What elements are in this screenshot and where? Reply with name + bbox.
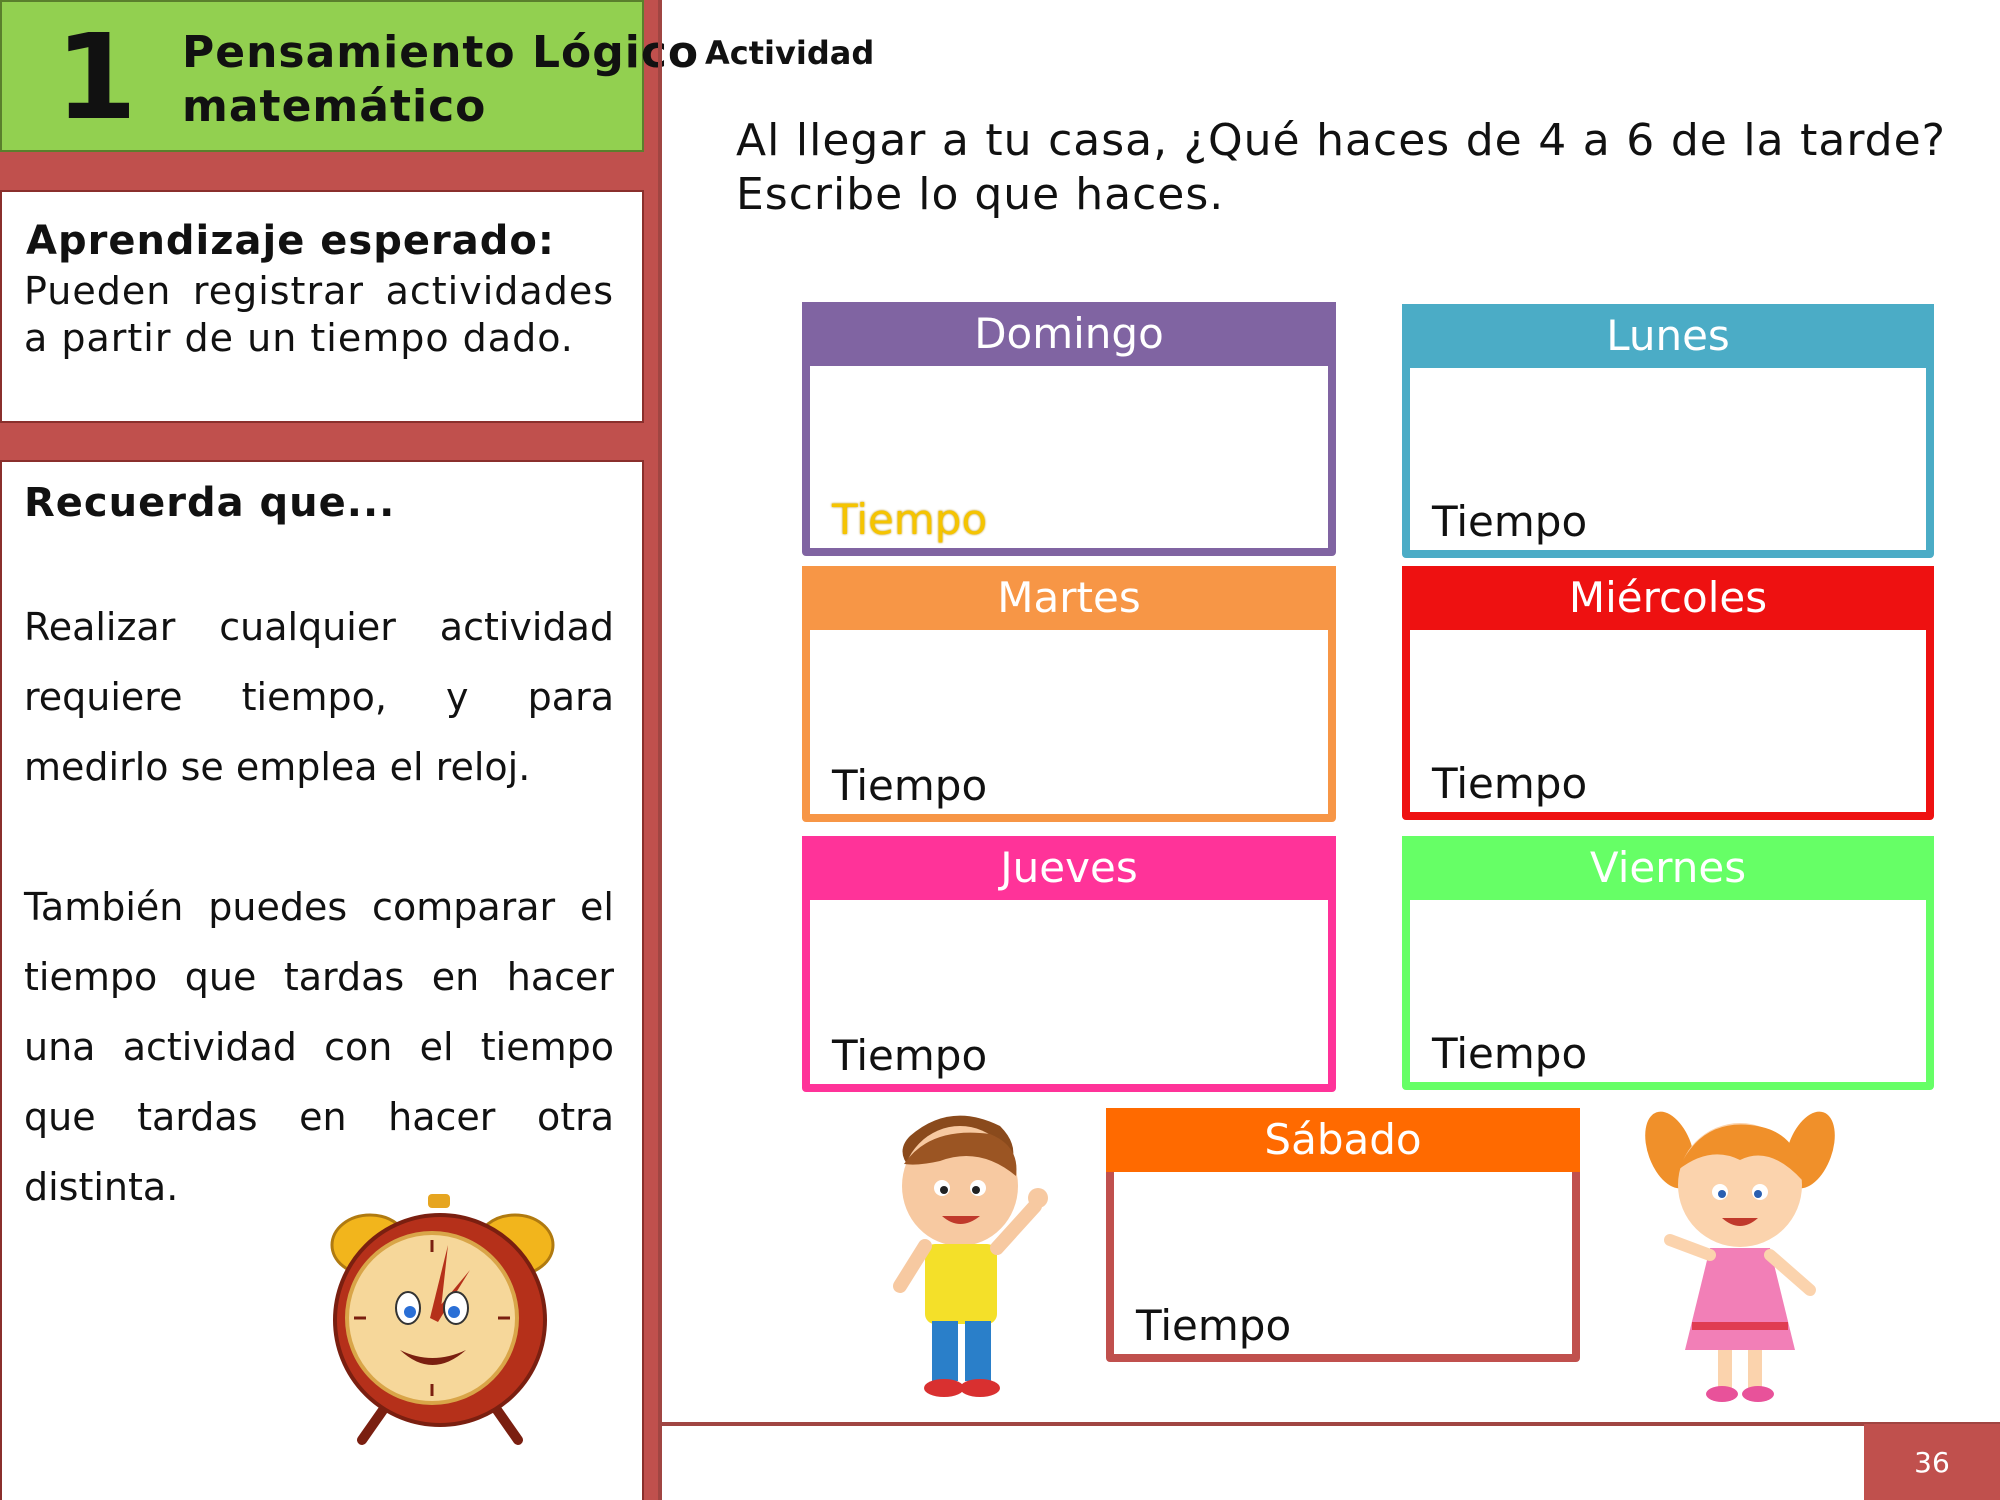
day-time-label-viernes: Tiempo <box>1432 1029 1588 1078</box>
page-number: 36 <box>1914 1446 1950 1479</box>
unit-title-line1: Pensamiento Lógico <box>182 27 700 78</box>
day-name-miercoles: Miércoles <box>1402 566 1934 630</box>
day-box-jueves <box>802 836 1336 1092</box>
day-name-domingo: Domingo <box>802 302 1336 366</box>
remember-heading: Recuerda que... <box>24 480 396 526</box>
learning-text: Pueden registrar actividades a partir de un tiempo dado. <box>24 269 614 360</box>
unit-title-line2: matemático <box>182 81 487 132</box>
day-time-label-jueves: Tiempo <box>832 1031 988 1080</box>
boy-illustration <box>870 1106 1060 1406</box>
day-time-label-miercoles: Tiempo <box>1432 759 1588 808</box>
remember-paragraph-1: Realizar cualquier actividad requiere tiempo, y para medirlo se emplea el reloj. <box>24 605 614 789</box>
learning-heading: Aprendizaje esperado: <box>26 218 555 264</box>
day-box-viernes <box>1402 836 1934 1090</box>
activity-label: Actividad <box>705 34 875 72</box>
day-name-sabado: Sábado <box>1106 1108 1580 1172</box>
remember-paragraph-2: También puedes comparar el tiempo que tardas en hacer una actividad con el tiempo que tardas en hacer otra distinta. <box>24 885 614 1209</box>
day-time-label-lunes: Tiempo <box>1432 497 1588 546</box>
day-box-domingo <box>802 302 1336 556</box>
girl-illustration <box>1630 1100 1850 1410</box>
day-time-label-sabado: Tiempo <box>1136 1301 1292 1350</box>
day-box-sabado <box>1106 1108 1580 1362</box>
day-time-label-domingo: Tiempo <box>832 495 988 544</box>
unit-number: 1 <box>55 8 138 146</box>
footer-divider <box>660 1422 2000 1426</box>
day-box-miercoles <box>1402 566 1934 820</box>
day-time-label-martes: Tiempo <box>832 761 988 810</box>
day-name-martes: Martes <box>802 566 1336 630</box>
unit-title <box>182 26 699 134</box>
alarm-clock-icon <box>320 1190 570 1450</box>
activity-question: Al llegar a tu casa, ¿Qué haces de 4 a 6 de la tarde? Escribe lo que haces. <box>736 115 1946 220</box>
day-name-lunes: Lunes <box>1402 304 1934 368</box>
day-name-jueves: Jueves <box>802 836 1336 900</box>
day-box-martes <box>802 566 1336 822</box>
day-name-viernes: Viernes <box>1402 836 1934 900</box>
day-box-lunes <box>1402 304 1934 558</box>
